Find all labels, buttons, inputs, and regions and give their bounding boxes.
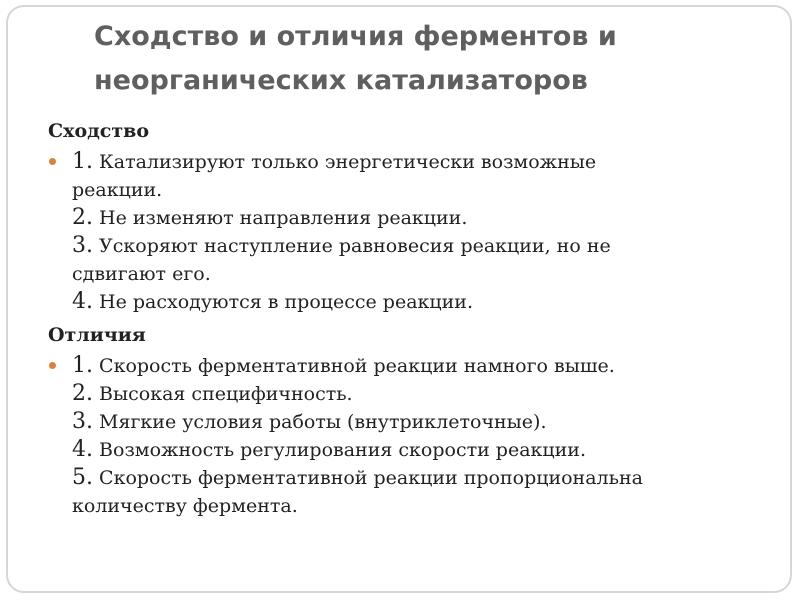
difference-line: 5. Скорость ферментативной реакции пропорциональна [72,465,643,490]
slide-title [94,15,734,103]
difference-line: 2. Высокая специфичность. [72,381,353,406]
similarity-line: 2. Не изменяют направления реакции. [72,205,468,230]
similarity-heading: Сходство [48,120,150,142]
title-line-1: Сходство и отличия ферментов и [94,21,617,52]
similarity-line: реакции. [72,179,163,201]
difference-line: 4. Возможность регулирования скорости реакции. [72,437,586,462]
similarity-list [48,148,748,316]
slide-content [48,118,748,526]
difference-line: 1. Скорость ферментативной реакции намного выше. [72,353,615,378]
difference-line: количеству фермента. [72,495,298,517]
difference-list [48,352,748,520]
similarity-line: сдвигают его. [72,263,211,285]
similarity-line: 4. Не расходуются в процессе реакции. [72,289,473,314]
similarity-line: 3. Ускоряют наступление равновесия реакции, но не [72,233,611,258]
similarity-line: 1. Катализируют только энергетически возможные [72,149,597,174]
title-line-2: неорганических катализаторов [94,65,588,96]
difference-line: 3. Мягкие условия работы (внутриклеточные). [72,409,547,434]
difference-heading: Отличия [48,324,146,346]
bullet-dot-icon [49,158,56,165]
bullet-dot-icon [49,362,56,369]
